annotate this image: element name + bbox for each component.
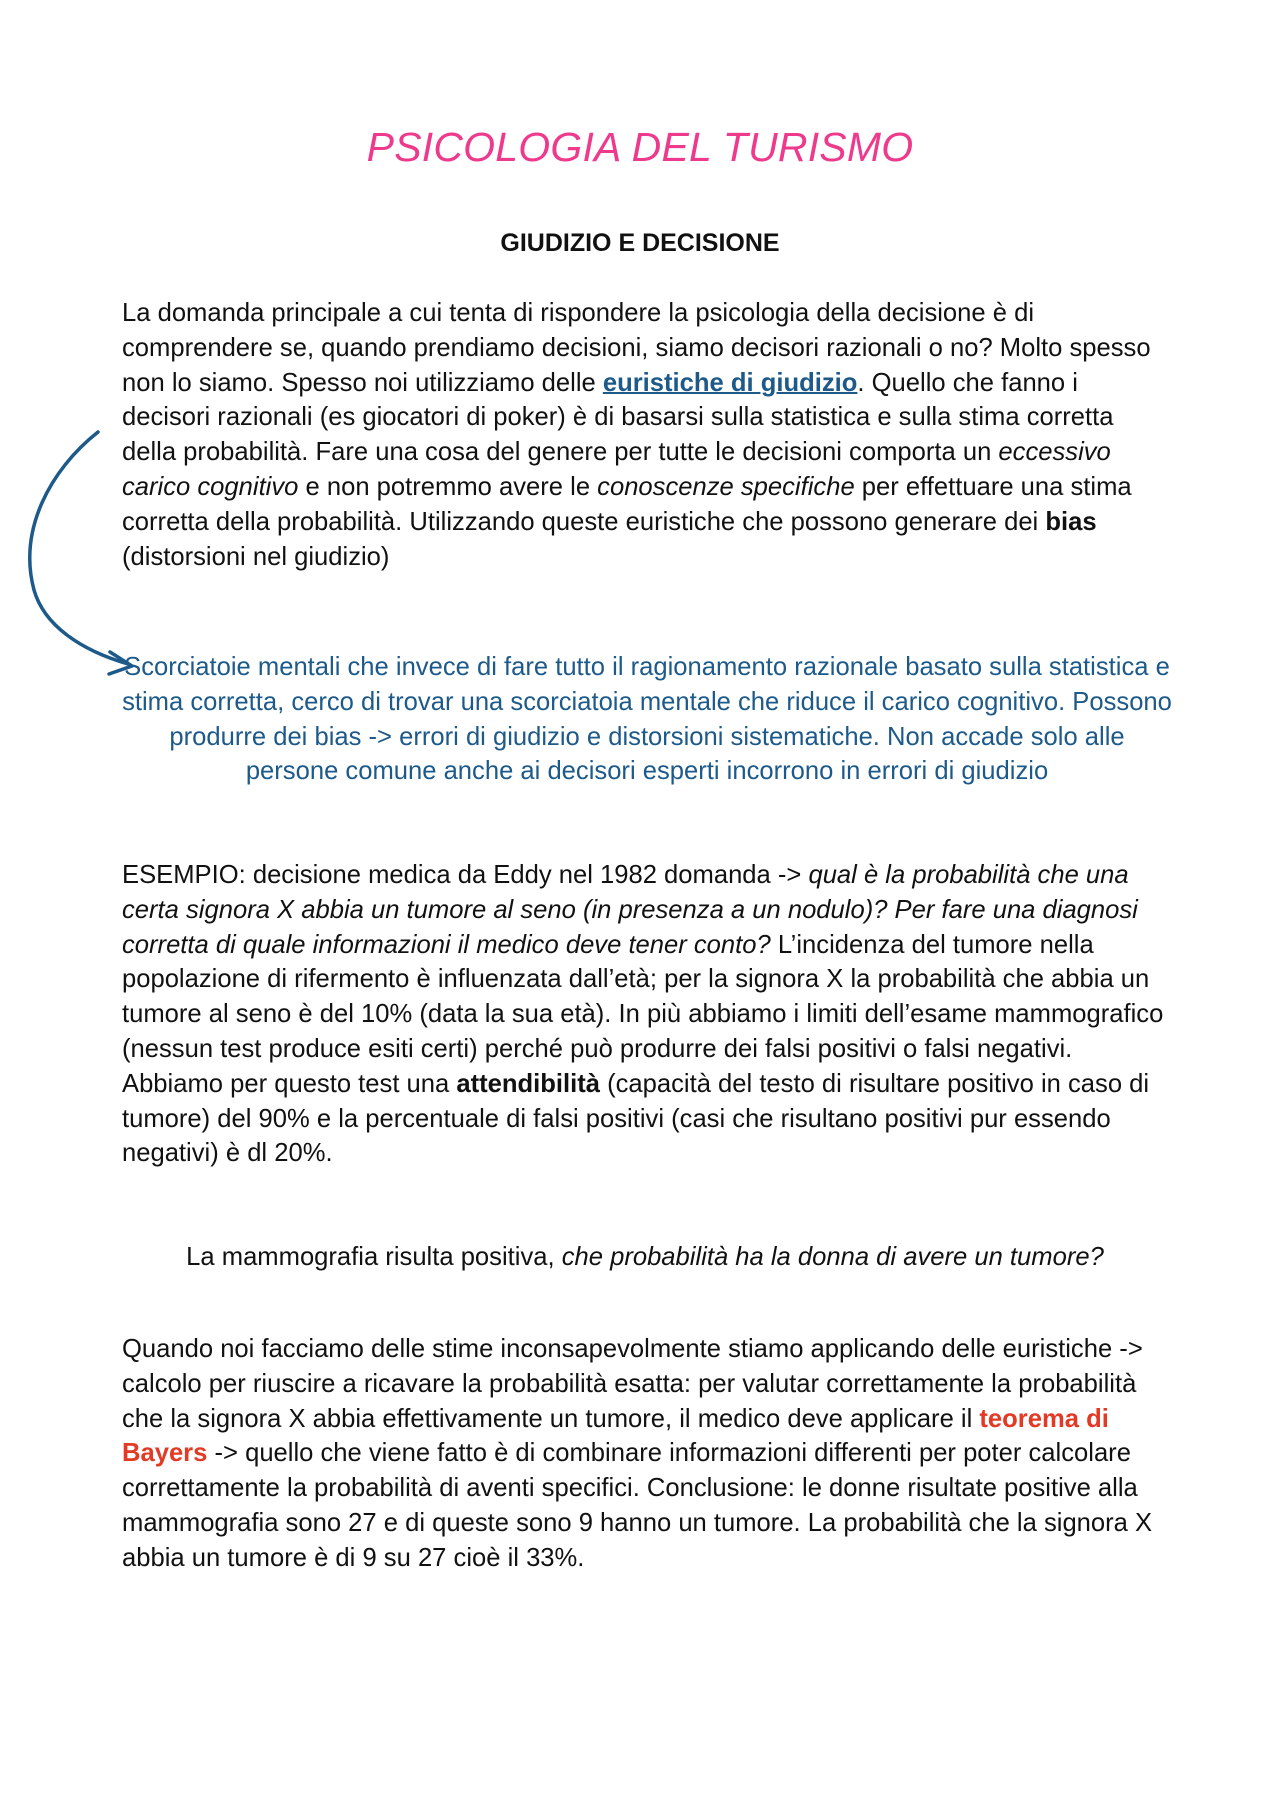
- intro-text-3: e non potremmo avere le: [298, 472, 598, 501]
- intro-emphasis-1: eccessivo carico cognitivo: [122, 438, 1111, 501]
- conclusion-paragraph: [122, 1332, 1172, 1576]
- conclusion-text-1: Quando noi facciamo delle stime inconsapevolmente stiamo applicando delle euristiche -> calcolo per riuscire a ricavare la probabilità esatta: per valutar correttamente la probabilità che la signora X abbia effettivamente un tumore, il medico deve applicare il: [122, 1335, 1143, 1433]
- example-text-2: L’incidenza del tumore nella popolazione di rifermento è influenzata dall’età; per la signora X la probabilità che abbia un tumore al seno è del 10% (data la sua età). In più abbiamo i limiti dell’esame mammografico (nessun test produce esiti certi) perché può produrre dei falsi positivi o falsi negativi. Abbiamo per questo test una: [122, 930, 1164, 1098]
- euristiche-term: euristiche di giudizio: [602, 368, 858, 397]
- mammography-question: [150, 1240, 1140, 1275]
- intro-emphasis-2: conoscenze specifiche: [597, 472, 855, 501]
- page-title: PSICOLOGIA DEL TURISMO: [366, 124, 914, 170]
- section-heading: GIUDIZIO E DECISIONE: [500, 229, 780, 257]
- example-question: qual è la probabilità che una certa signora X abbia un tumore al seno (in presenza a un nodulo)? Per fare una diagnosi corretta di quale informazioni il medico deve tener conto?: [122, 861, 1138, 959]
- conclusion-text-2: -> quello che viene fatto è di combinare informazioni differenti per poter calcolare correttamente la probabilità di aventi specifici. Conclusione: le donne risultate positive alla mammografia sono 27 e di queste sono 9 hanno un tumore. La probabilità che la signora X abbia un tumore è di 9 su 27 cioè il 33%.: [122, 1439, 1153, 1572]
- intro-paragraph: [122, 296, 1172, 574]
- example-paragraph: [122, 858, 1172, 1171]
- bias-term: bias: [1045, 507, 1097, 536]
- example-text-1: ESEMPIO: decisione medica da Eddy nel 1982 domanda ->: [122, 861, 809, 889]
- intro-text-2: . Quello che fanno i decisori razionali (es giocatori di poker) è di basarsi sulla statistica e sulla stima corretta della probabilità. Fare una cosa del genere per tutte le decisioni comporta un: [122, 368, 1114, 467]
- intro-text-1: La domanda principale a cui tenta di rispondere la psicologia della decisione è di comprendere se, quando prendiamo decisioni, siamo decisori razionali o no? Molto spesso non lo siamo. Spesso noi utilizziamo delle: [122, 299, 1151, 397]
- intro-text-4: per effettuare una stima corretta della probabilità. Utilizzando queste euristiche che possono generare dei: [122, 472, 1132, 536]
- curved-arrow-icon: [10, 420, 150, 680]
- euristiche-note: Scorciatoie mentali che invece di fare tutto il ragionamento razionale basato sulla statistica e stima corretta, cerco di trovar una scorciatoia mentale che riduce il carico cognitivo. Possono produrre dei bias -> errori di giudizio e distorsioni sistematiche. Non accade solo alle persone comune anche ai decisori esperti incorrono in errori di giudizio: [122, 653, 1172, 786]
- intro-text-5: (distorsioni nel giudizio): [122, 542, 390, 571]
- bayes-term: teorema di Bayers: [122, 1404, 1109, 1468]
- example-text-3: (capacità del testo di risultare positivo in caso di tumore) del 90% e la percentuale di falsi positivi (casi che risultano positivi pur essendo negativi) è dl 20%.: [122, 1069, 1150, 1168]
- attendibilita-term: attendibilità: [456, 1069, 600, 1098]
- question-text: La mammografia risulta positiva,: [186, 1243, 562, 1271]
- question-emphasis: che probabilità ha la donna di avere un tumore?: [561, 1243, 1104, 1271]
